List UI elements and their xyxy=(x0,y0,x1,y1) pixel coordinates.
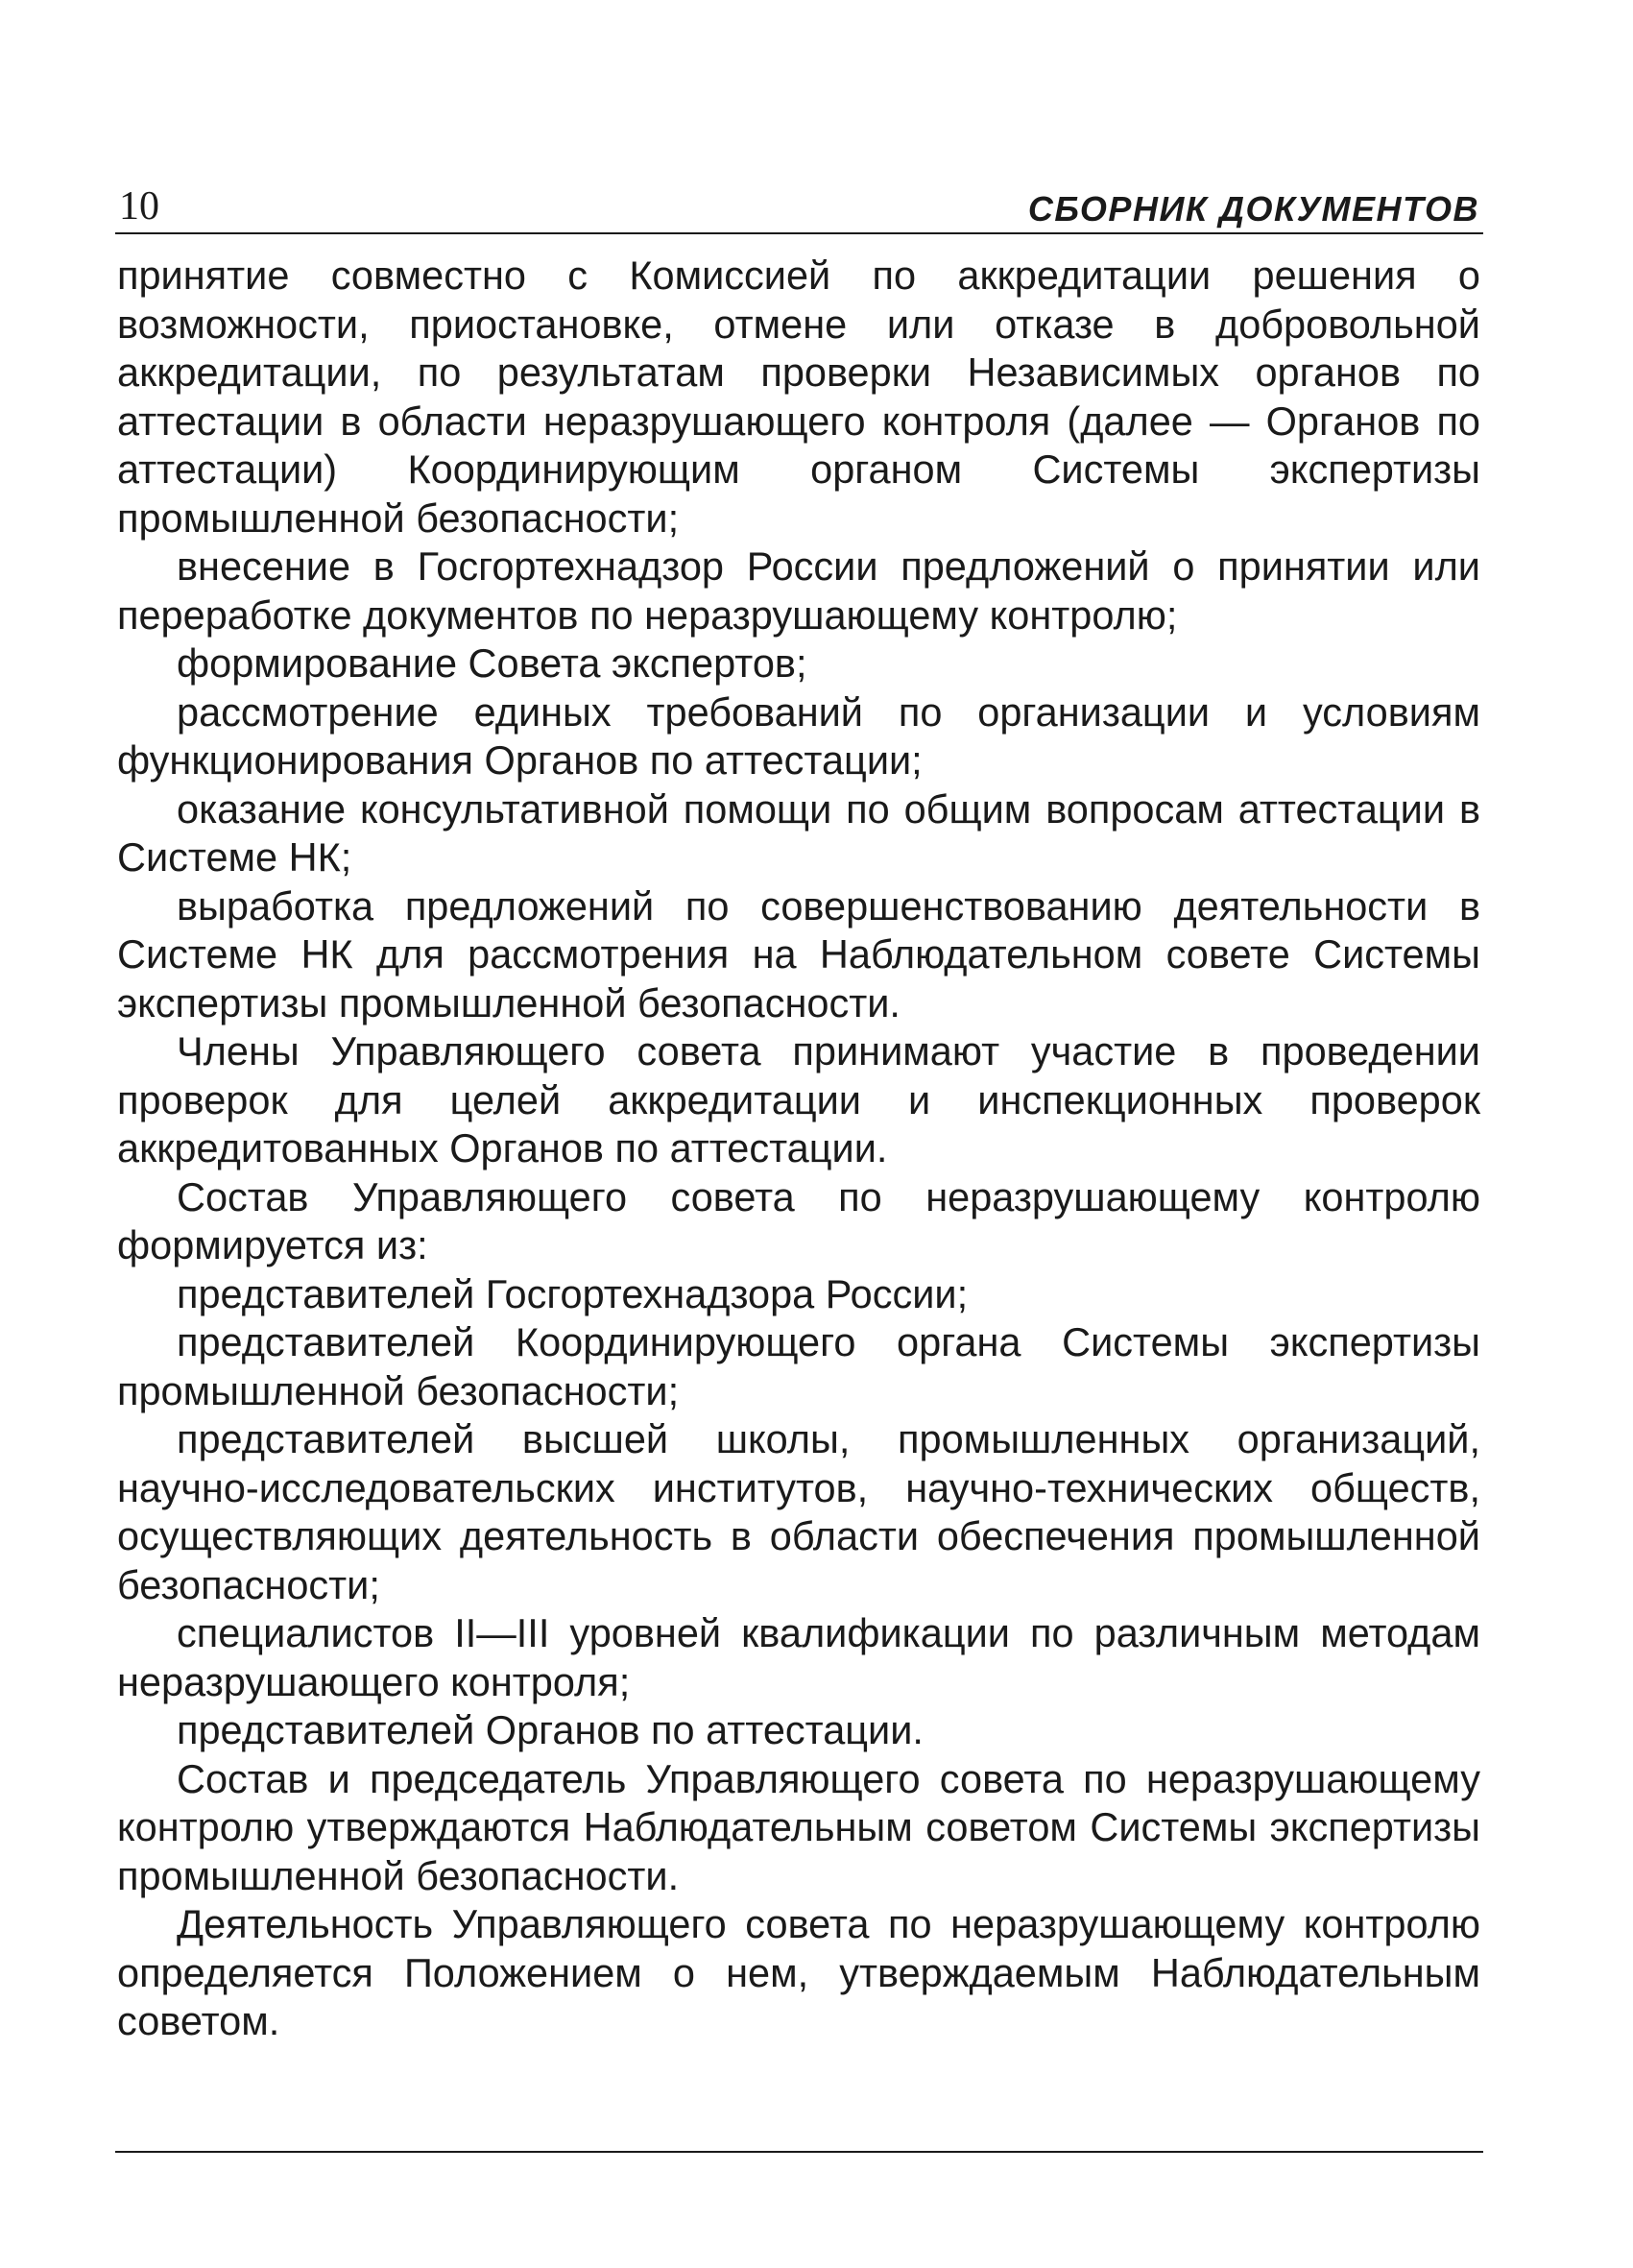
paragraph: представителей Госгортехнадзора России; xyxy=(177,1270,969,1316)
paragraph: представителей высшей школы, промышленных организаций, научно-исследовательских институтов, научно-технических обществ, осуществляющих деятельность в области обеспечения промышленной безопасности; xyxy=(117,1416,1480,1607)
footer-rule xyxy=(115,2151,1483,2153)
paragraph: Состав Управляющего совета по неразрушающему контролю формируется из: xyxy=(117,1173,1480,1267)
paragraph: рассмотрение единых требований по организации и условиям функционирования Органов по аттестации; xyxy=(117,688,1480,783)
paragraph: оказание консультативной помощи по общим вопросам аттестации в Системе НК; xyxy=(117,785,1480,880)
paragraph: Деятельность Управляющего совета по неразрушающему контролю определяется Положением о нем, утверждаемым Наблюдательным советом. xyxy=(117,1901,1480,2043)
paragraph: принятие совместно с Комиссией по аккредитации решения о возможности, приостановке, отмене или отказе в добровольной аккредитации, по результатам проверки Независимых органов по аттестации в области неразрушающего контроля (далее — Органов по аттестации) Координирующим органом Системы экспертизы промышленной безопасности; xyxy=(117,253,1480,541)
page-number: 10 xyxy=(119,184,159,229)
paragraph: формирование Совета экспертов; xyxy=(177,640,807,686)
page-header xyxy=(115,179,1483,232)
paragraph: Члены Управляющего совета принимают участие в проведении проверок для целей аккредитации и инспекционных проверок аккредитованных Органов по аттестации. xyxy=(117,1028,1480,1170)
paragraph: представителей Органов по аттестации. xyxy=(177,1707,924,1752)
header-rule xyxy=(115,232,1483,234)
paragraph: представителей Координирующего органа Системы экспертизы промышленной безопасности; xyxy=(117,1319,1480,1413)
running-title: СБОРНИК ДОКУМЕНТОВ xyxy=(1027,189,1479,229)
paragraph: Состав и председатель Управляющего совета по неразрушающему контролю утверждаются Наблюдательным советом Системы экспертизы промышленной безопасности. xyxy=(117,1755,1480,1898)
paragraph: выработка предложений по совершенствованию деятельности в Системе НК для рассмотрения на Наблюдательном совете Системы экспертизы промышленной безопасности. xyxy=(117,882,1480,1025)
paragraph: специалистов II—III уровней квалификации по различным методам неразрушающего контроля; xyxy=(117,1610,1480,1704)
paragraph: внесение в Госгортехнадзор России предложений о принятии или переработке документов по неразрушающему контролю; xyxy=(117,543,1480,638)
body-text xyxy=(117,252,1480,2046)
